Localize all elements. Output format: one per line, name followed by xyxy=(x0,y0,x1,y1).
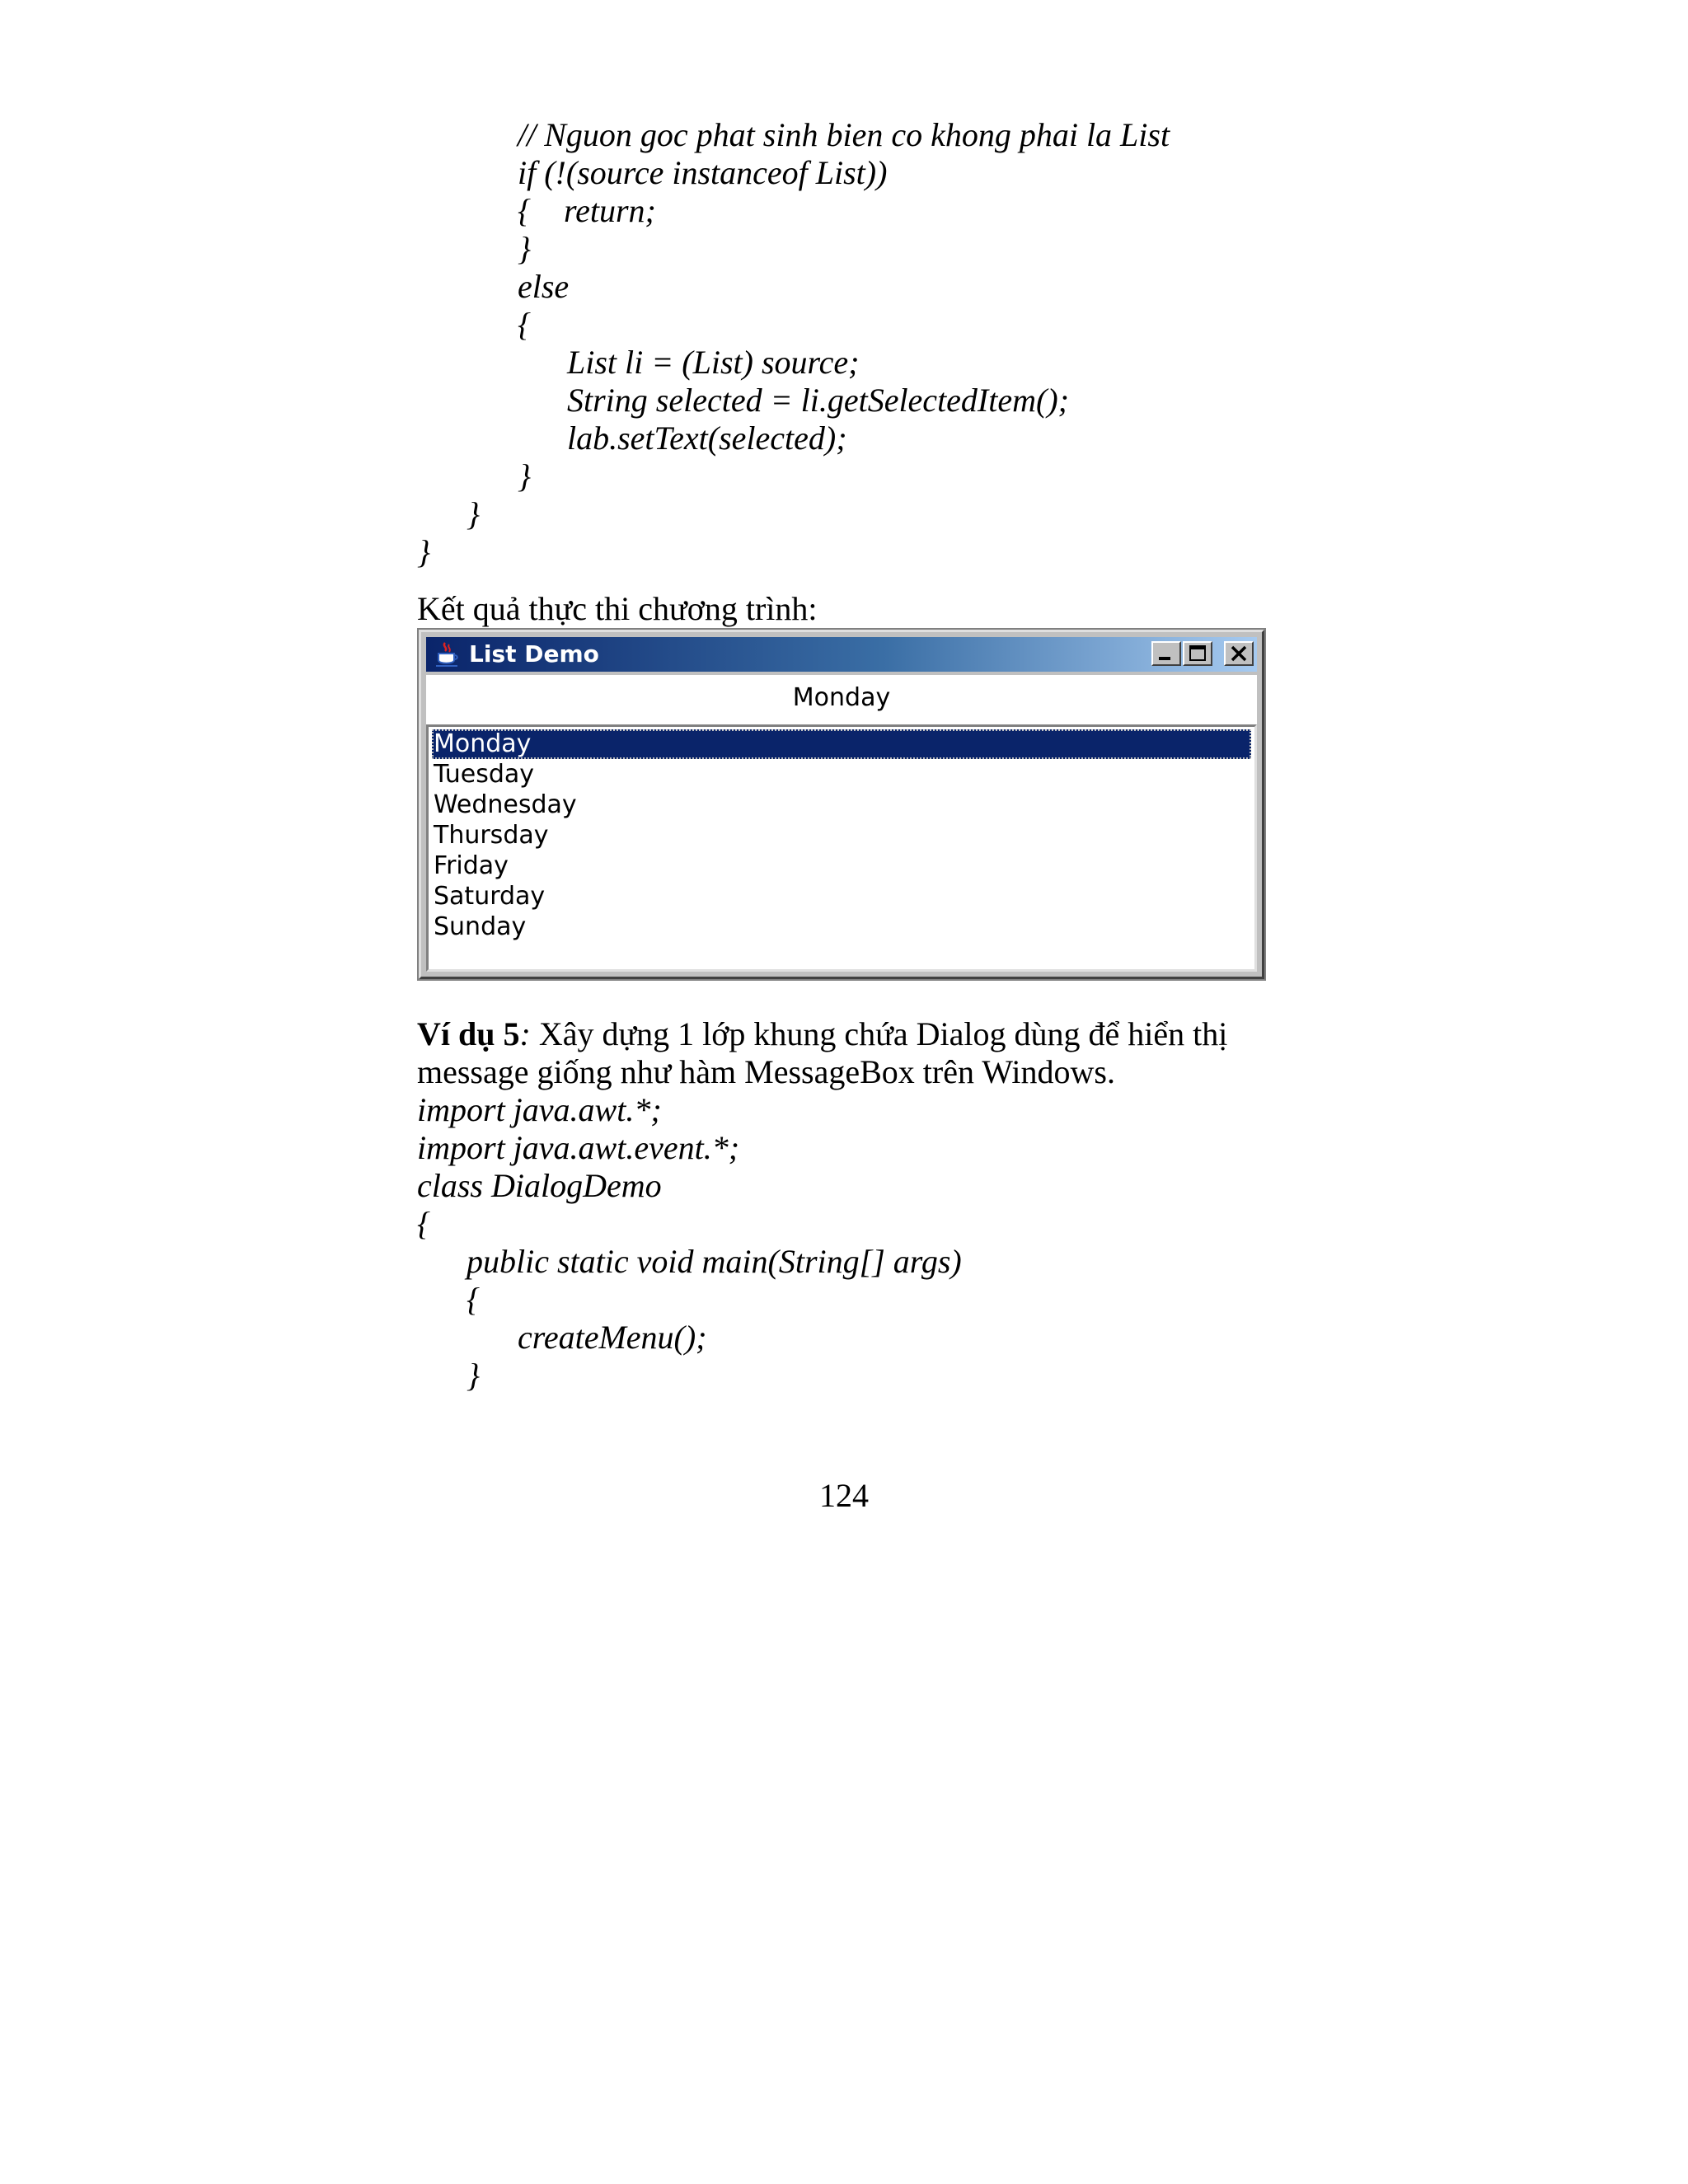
list-item[interactable]: Monday xyxy=(432,729,1251,759)
example-paragraph-line2: message giống như hàm MessageBox trên Windows. xyxy=(417,1053,1115,1090)
code-line: { xyxy=(467,1281,480,1318)
window-titlebar[interactable] xyxy=(426,637,1257,672)
list-item[interactable]: Sunday xyxy=(434,912,527,941)
example-heading: Ví dụ 5 xyxy=(417,1015,520,1052)
code-line: { return; xyxy=(518,192,656,229)
result-caption: Kết quả thực thi chương trình: xyxy=(417,590,818,627)
code-line: { xyxy=(518,306,531,343)
code-line: { xyxy=(417,1205,430,1242)
list-item[interactable]: Thursday xyxy=(434,821,549,850)
code-line: } xyxy=(518,230,531,267)
code-line: class DialogDemo xyxy=(417,1167,662,1204)
list-item[interactable]: Friday xyxy=(434,851,509,880)
list-item[interactable]: Wednesday xyxy=(434,790,577,819)
list-item[interactable]: Saturday xyxy=(434,882,546,911)
window-title: List Demo xyxy=(469,640,599,668)
code-line: // Nguon goc phat sinh bien co khong phai la List xyxy=(518,116,1170,153)
code-line: } xyxy=(518,457,531,494)
code-line: lab.setText(selected); xyxy=(567,419,847,457)
example-sep: : xyxy=(519,1015,531,1052)
code-line: List li = (List) source; xyxy=(567,344,860,381)
code-line: public static void main(String[] args) xyxy=(467,1243,962,1280)
minimize-button[interactable] xyxy=(1151,641,1181,666)
java-cup-icon xyxy=(433,640,461,668)
code-line: import java.awt.event.*; xyxy=(417,1129,740,1166)
list-item[interactable]: Tuesday xyxy=(434,760,535,789)
maximize-button[interactable] xyxy=(1183,641,1212,666)
code-line: String selected = li.getSelectedItem(); xyxy=(567,382,1069,419)
list-demo-window xyxy=(419,630,1264,979)
example-text: Xây dựng 1 lớp khung chứa Dialog dùng để hiển thị xyxy=(530,1015,1228,1052)
code-line: if (!(source instanceof List)) xyxy=(518,154,888,191)
minimize-icon xyxy=(1153,643,1179,664)
code-line: } xyxy=(417,533,430,570)
code-line: } xyxy=(467,495,480,532)
code-line: import java.awt.*; xyxy=(417,1091,662,1128)
example-paragraph-line1 xyxy=(417,1015,1227,1053)
window-content xyxy=(426,675,1257,972)
selected-day-label: Monday xyxy=(792,683,891,712)
close-button[interactable] xyxy=(1224,641,1254,666)
code-line: createMenu(); xyxy=(518,1319,707,1356)
page-number: 124 xyxy=(819,1477,869,1514)
maximize-icon xyxy=(1184,643,1211,664)
day-list[interactable] xyxy=(426,724,1257,972)
code-line: else xyxy=(518,268,570,305)
code-line: } xyxy=(467,1357,480,1394)
close-icon xyxy=(1226,643,1252,664)
